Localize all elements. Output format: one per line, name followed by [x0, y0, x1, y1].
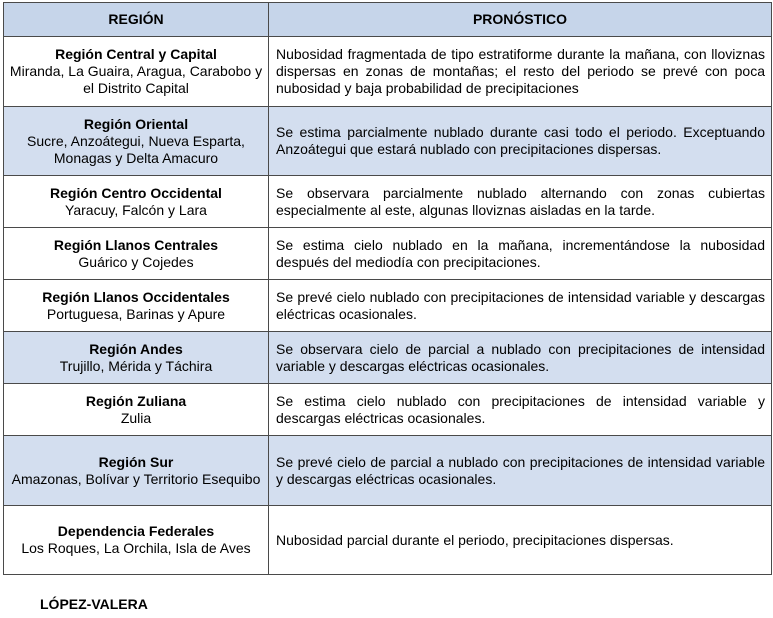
table-header-row: [4, 3, 772, 37]
table-row: [4, 506, 772, 575]
forecast-column-header: PRONÓSTICO: [269, 3, 772, 37]
forecast-cell: Se estima cielo nublado en la mañana, incrementándose la nubosidad después del mediodía con precipitaciones.: [269, 228, 772, 280]
region-states: Miranda, La Guaira, Aragua, Carabobo y el Distrito Capital: [9, 63, 263, 96]
region-cell: [4, 280, 269, 332]
region-cell: [4, 107, 269, 176]
region-cell: [4, 436, 269, 506]
region-states: Guárico y Cojedes: [78, 253, 194, 270]
region-column-header: REGIÓN: [4, 3, 269, 37]
table-row: [4, 176, 772, 228]
forecast-cell: Se prevé cielo nublado con precipitaciones de intensidad variable y descargas eléctricas ocasionales.: [269, 280, 772, 332]
region-name: Región Zuliana: [85, 392, 187, 409]
region-name: Región Sur: [98, 453, 174, 470]
region-states: Trujillo, Mérida y Táchira: [59, 357, 213, 374]
forecast-cell: Se observara parcialmente nublado alternando con zonas cubiertas especialmente al este, algunas lloviznas aisladas en la tarde.: [269, 176, 772, 228]
table-row: [4, 37, 772, 107]
table-row: [4, 107, 772, 176]
region-name: Dependencia Federales: [57, 523, 215, 539]
region-cell: [4, 506, 269, 575]
region-name: Región Llanos Occidentales: [42, 288, 230, 305]
region-cell: [4, 37, 269, 107]
forecast-cell: Se estima parcialmente nublado durante casi todo el periodo. Exceptuando Anzoátegui que estará nublado con precipitaciones dispersas.: [269, 107, 772, 176]
region-name: Región Central y Capital: [55, 46, 217, 62]
region-name: Región Llanos Centrales: [53, 236, 219, 253]
region-name: Región Oriental: [83, 115, 189, 132]
table-row: [4, 384, 772, 436]
forecast-cell: Nubosidad fragmentada de tipo estratiforme durante la mañana, con lloviznas dispersas en zonas de montañas; el resto del periodo se prevé con poca nubosidad y baja probabilidad de precipitaciones: [269, 37, 772, 107]
region-states: Amazonas, Bolívar y Territorio Esequibo: [11, 470, 261, 487]
region-cell: [4, 384, 269, 436]
table-row: [4, 332, 772, 384]
table-row: [4, 436, 772, 506]
forecast-cell: Se observara cielo de parcial a nublado con precipitaciones de intensidad variable y descargas eléctricas ocasionales.: [269, 332, 772, 384]
forecast-table: [3, 2, 772, 575]
table-row: [4, 280, 772, 332]
forecast-cell: Se estima cielo nublado con precipitaciones de intensidad variable y descargas eléctricas ocasionales.: [269, 384, 772, 436]
region-states: Sucre, Anzoátegui, Nueva Esparta, Monagas y Delta Amacuro: [27, 132, 245, 166]
region-states: Zulia: [120, 409, 152, 426]
region-name: Región Andes: [89, 340, 183, 357]
region-states: Los Roques, La Orchila, Isla de Aves: [21, 540, 251, 556]
forecast-cell: Nubosidad parcial durante el periodo, precipitaciones dispersas.: [269, 506, 772, 575]
region-name: Región Centro Occidental: [50, 184, 222, 201]
table-row: [4, 228, 772, 280]
region-states: Portuguesa, Barinas y Apure: [46, 305, 226, 322]
region-cell: [4, 176, 269, 228]
region-cell: [4, 228, 269, 280]
region-states: Yaracuy, Falcón y Lara: [65, 201, 207, 218]
author-signature: LÓPEZ-VALERA: [40, 596, 148, 612]
forecast-cell: Se prevé cielo de parcial a nublado con precipitaciones de intensidad variable y descargas eléctricas ocasionales.: [269, 436, 772, 506]
region-cell: [4, 332, 269, 384]
